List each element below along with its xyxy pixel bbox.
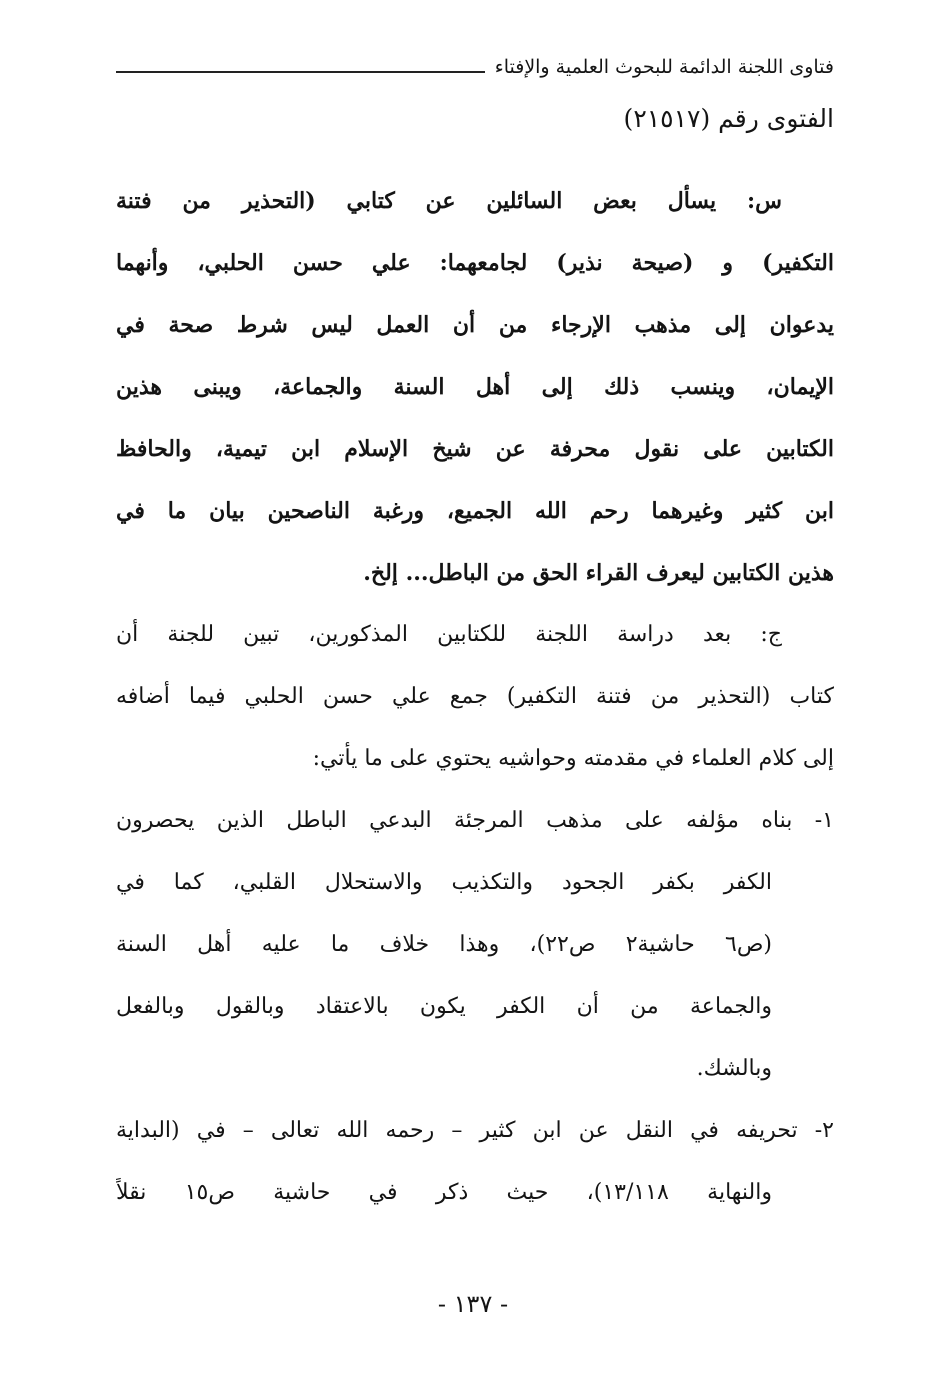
question-line: يدعوان إلى مذهب الإرجاء من أن العمل ليس شرط صحة في [116, 312, 834, 338]
list-item [116, 790, 834, 1100]
running-title: فتاوى اللجنة الدائمة للبحوث العلمية والإفتاء [494, 56, 834, 78]
question-line: هذين الكتابين ليعرف القراء الحق من الباطل... إلخ. [363, 560, 834, 586]
body-text [116, 170, 834, 1224]
fatwa-number: الفتوى رقم (٢١٥١٧) [623, 104, 834, 133]
list-item-line: وبالشك. [696, 1056, 772, 1081]
header-rule [116, 71, 485, 73]
list-item-line: والجماعة من أن الكفر يكون بالاعتقاد وبالقول وبالفعل [116, 994, 772, 1019]
list-item-line: الكفر بكفر الجحود والتكذيب والاستحلال القلبي، كما في [116, 870, 772, 895]
list-item [116, 1100, 834, 1224]
page-number: - ١٣٧ - [437, 1290, 509, 1318]
answer-paragraph [116, 604, 834, 790]
question-line: الكتابين على نقول محرفة عن شيخ الإسلام ابن تيمية، والحافظ [116, 436, 834, 462]
answer-line: ج: بعد دراسة اللجنة للكتابين المذكورين، تبين للجنة أن [116, 622, 782, 647]
running-header [116, 56, 834, 78]
list-item-line: ٢- تحريفه في النقل عن ابن كثير – رحمه الله تعالى – في (البداية [116, 1118, 834, 1143]
list-item-line: (ص٦ حاشية٢ ص٢٢)، وهذا خلاف ما عليه أهل السنة [116, 932, 772, 957]
list-item-line: والنهاية ١٣/١١٨)، حيث ذكر في حاشية ص١٥ نقلاً [116, 1180, 772, 1205]
question-line: س: يسأل بعض السائلين عن كتابي (التحذير من فتنة [116, 188, 782, 214]
question-paragraph [116, 170, 834, 604]
list-item-line: ١- بناه مؤلفه على مذهب المرجئة البدعي الباطل الذين يحصرون [116, 808, 834, 833]
answer-line: كتاب (التحذير من فتنة التكفير) جمع علي حسن الحلبي فيما أضافه [116, 684, 834, 709]
question-line: ابن كثير وغيرهما رحم الله الجميع، ورغبة الناصحين بيان ما في [116, 498, 834, 524]
answer-line: إلى كلام العلماء في مقدمته وحواشيه يحتوي على ما يأتي: [312, 746, 834, 771]
question-line: الإيمان، وينسب ذلك إلى أهل السنة والجماعة، ويبنى هذين [116, 374, 834, 400]
question-line: التكفير) و (صيحة نذير) لجامعهما: علي حسن الحلبي، وأنهما [116, 250, 834, 276]
